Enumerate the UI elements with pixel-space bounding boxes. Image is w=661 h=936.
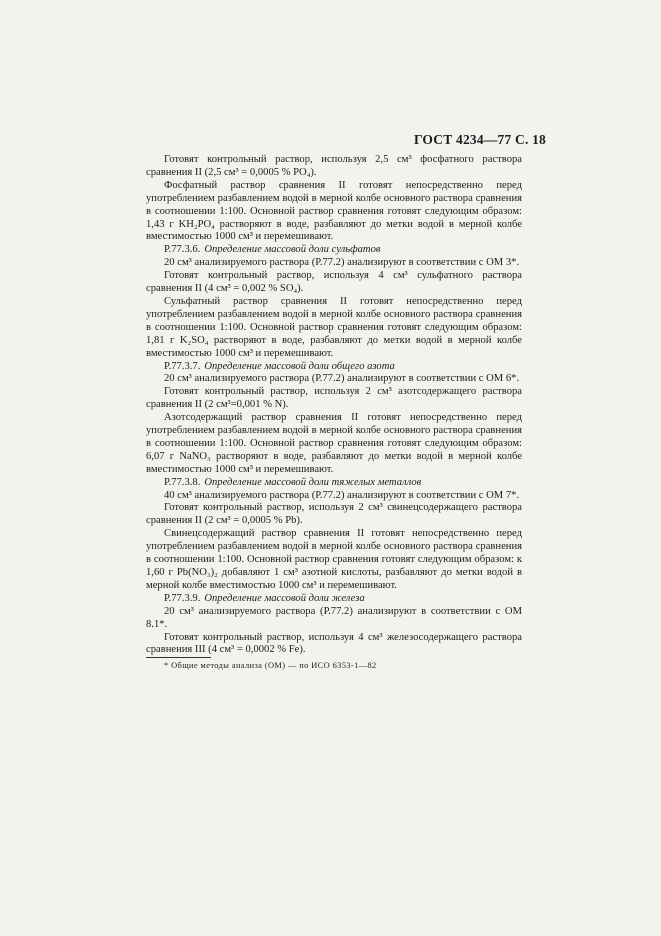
section-title: Определение массовой доли сульфатов bbox=[204, 244, 381, 256]
footnote-divider bbox=[146, 657, 211, 658]
section-title: Определение массовой доли железа bbox=[204, 592, 365, 604]
section-number: Р.77.3.8. bbox=[164, 476, 201, 488]
section-number: Р.77.3.9. bbox=[164, 592, 201, 604]
paragraph: 20 см³ анализируемого раствора (Р.77.2) анализируют в соответствии с ОМ 3*. bbox=[164, 257, 520, 269]
paragraph: 40 см³ анализируемого раствора (Р.77.2) анализируют в соответствии с ОМ 7*. bbox=[164, 489, 520, 501]
paragraph: Свинецсодержащий раствор сравнения II готовят непосредственно перед употреблением разбавлением водой в мерной колбе основного раствора сравнения в соотношении 1:100. Основной раствор сравнения готовят следующим образом: к 1,60 г Pb(NO₃)₂ добавляют 1 см³ азотной кислоты, разбавляют до метки водой в мерной колбе вместимостью 1000 см³ и перемешивают. bbox=[146, 528, 522, 591]
paragraph: Азотсодержащий раствор сравнения II готовят непосредственно перед употреблением разбавлением водой в мерной колбе основного раствора сравнения в соотношении 1:100. Основной раствор сравнения готовят следующим образом: 6,07 г NaNO₃ растворяют в воде, разбавляют до метки водой в мерной колбе вместимостью 1000 см³ и перемешивают. bbox=[146, 412, 522, 475]
section-title: Определение массовой доли общего азота bbox=[204, 360, 395, 372]
section-heading bbox=[146, 477, 522, 490]
paragraph: Готовят контрольный раствор, используя 2 см³ азотсодержащего раствора сравнения II (2 см³=0,001 % N). bbox=[146, 386, 522, 411]
section-number: Р.77.3.6. bbox=[164, 244, 201, 256]
document-body bbox=[146, 154, 522, 657]
paragraph: Готовят контрольный раствор, используя 4 см³ сульфатного раствора сравнения II (4 см³ = 0,002 % SO₄). bbox=[146, 270, 522, 295]
paragraph: Готовят контрольный раствор, используя 2,5 см³ фосфатного раствора сравнения II (2,5 см³ = 0,0005 % PO₄). bbox=[146, 154, 522, 178]
paragraph: 20 см³ анализируемого раствора (Р.77.2) анализируют в соответствии с ОМ 6*. bbox=[164, 373, 520, 385]
paragraph: 20 см³ анализируемого раствора (Р.77.2) анализируют в соответствии с ОМ 8.1*. bbox=[146, 605, 522, 630]
section-number: Р.77.3.7. bbox=[164, 360, 201, 372]
paragraph: Сульфатный раствор сравнения II готовят непосредственно перед употреблением разбавлением водой в мерной колбе основного раствора сравнения в соотношении 1:100. Основной раствор сравнения готовят следующим образом: 1,81 г K₂SO₄ растворяют в воде, разбавляют до метки водой в мерной колбе вместимостью 1000 см³ и перемешивают. bbox=[146, 295, 522, 359]
paragraph: Готовят контрольный раствор, используя 2 см³ свинецсодержащего раствора сравнения II (2 см³ = 0,0005 % Pb). bbox=[146, 502, 522, 527]
section-title: Определение массовой доли тяжелых металлов bbox=[204, 476, 422, 488]
section-heading bbox=[146, 244, 522, 257]
footnote: * Общие методы анализа (ОМ) — по ИСО 6353-1—82 bbox=[164, 661, 377, 670]
page-header: ГОСТ 4234—77 С. 18 bbox=[413, 132, 546, 147]
section-heading bbox=[146, 593, 522, 606]
paragraph: Фосфатный раствор сравнения II готовят непосредственно перед употреблением разбавлением водой в мерной колбе основного раствора сравнения в соотношении 1:100. Основной раствор сравнения готовят следующим образом: 1,43 г KH₂PO₄ растворяют в воде, разбавляют до метки водой в мерной колбе вместимостью 1000 см³ и перемешивают. bbox=[146, 179, 522, 243]
paragraph: Готовят контрольный раствор, используя 4 см³ железосодержащего раствора сравнения III (4 см³ = 0,0002 % Fe). bbox=[146, 631, 522, 656]
section-heading bbox=[146, 361, 522, 374]
